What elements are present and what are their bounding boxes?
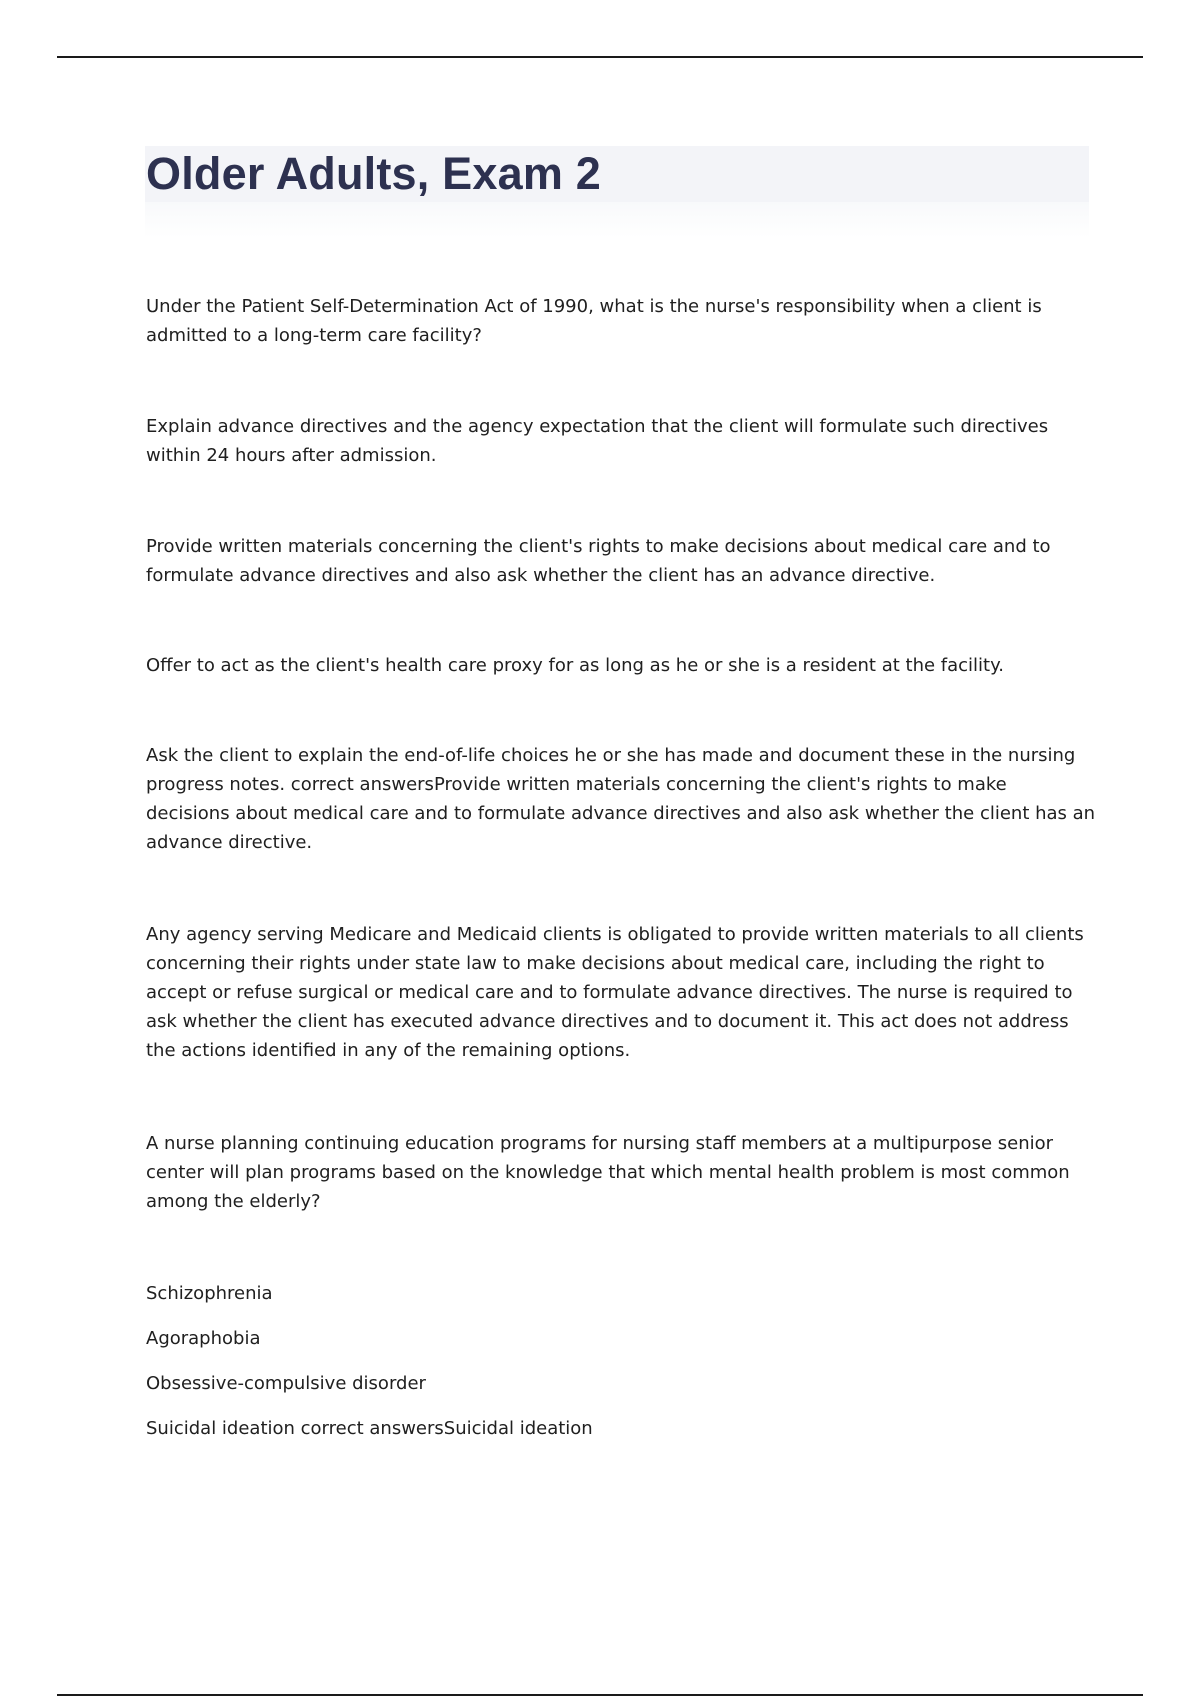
question-2-text: A nurse planning continuing education programs for nursing staff members at a multipurpose senior center will plan programs based on the knowledge that which mental health problem is most common among the elderly? (146, 1133, 1070, 1212)
question-1-rationale: Any agency serving Medicare and Medicaid clients is obligated to provide written materials to all clients concerning their rights under state law to make decisions about medical care, including the right to accept or refuse surgical or medical care and to formulate advance directives. The nurse is required to ask whether the client has executed advance directives and to document it. This act does not address the actions identified in any of the remaining options. (146, 924, 1084, 1061)
footer-rule (57, 1694, 1143, 1696)
question-2-option-b: Agoraphobia (146, 1328, 261, 1349)
question-2-option-a: Schizophrenia (146, 1283, 273, 1304)
document-title: Older Adults, Exam 2 (146, 148, 601, 199)
question-1-text: Under the Patient Self-Determination Act of 1990, what is the nurse's responsibility when a client is admitted to a long-term care facility? (146, 296, 1042, 346)
question-2-option-c: Obsessive-compulsive disorder (146, 1373, 426, 1394)
question-1-option-b: Provide written materials concerning the client's rights to make decisions about medical care and to formulate advance directives and also ask whether the client has an advance directive. (146, 536, 1051, 586)
question-2-option-d-answer: Suicidal ideation correct answersSuicidal ideation (146, 1418, 593, 1439)
header-rule (57, 56, 1143, 58)
question-1-option-a: Explain advance directives and the agency expectation that the client will formulate such directives within 24 hours after admission. (146, 416, 1049, 466)
question-1-option-c: Offer to act as the client's health care proxy for as long as he or she is a resident at the facility. (146, 655, 1004, 676)
question-1-option-d-answer: Ask the client to explain the end-of-life choices he or she has made and document these in the nursing progress notes. correct answersProvide written materials concerning the client's rights to make decisions about medical care and to formulate advance directives and also ask whether the client has an advance directive. (146, 745, 1096, 853)
